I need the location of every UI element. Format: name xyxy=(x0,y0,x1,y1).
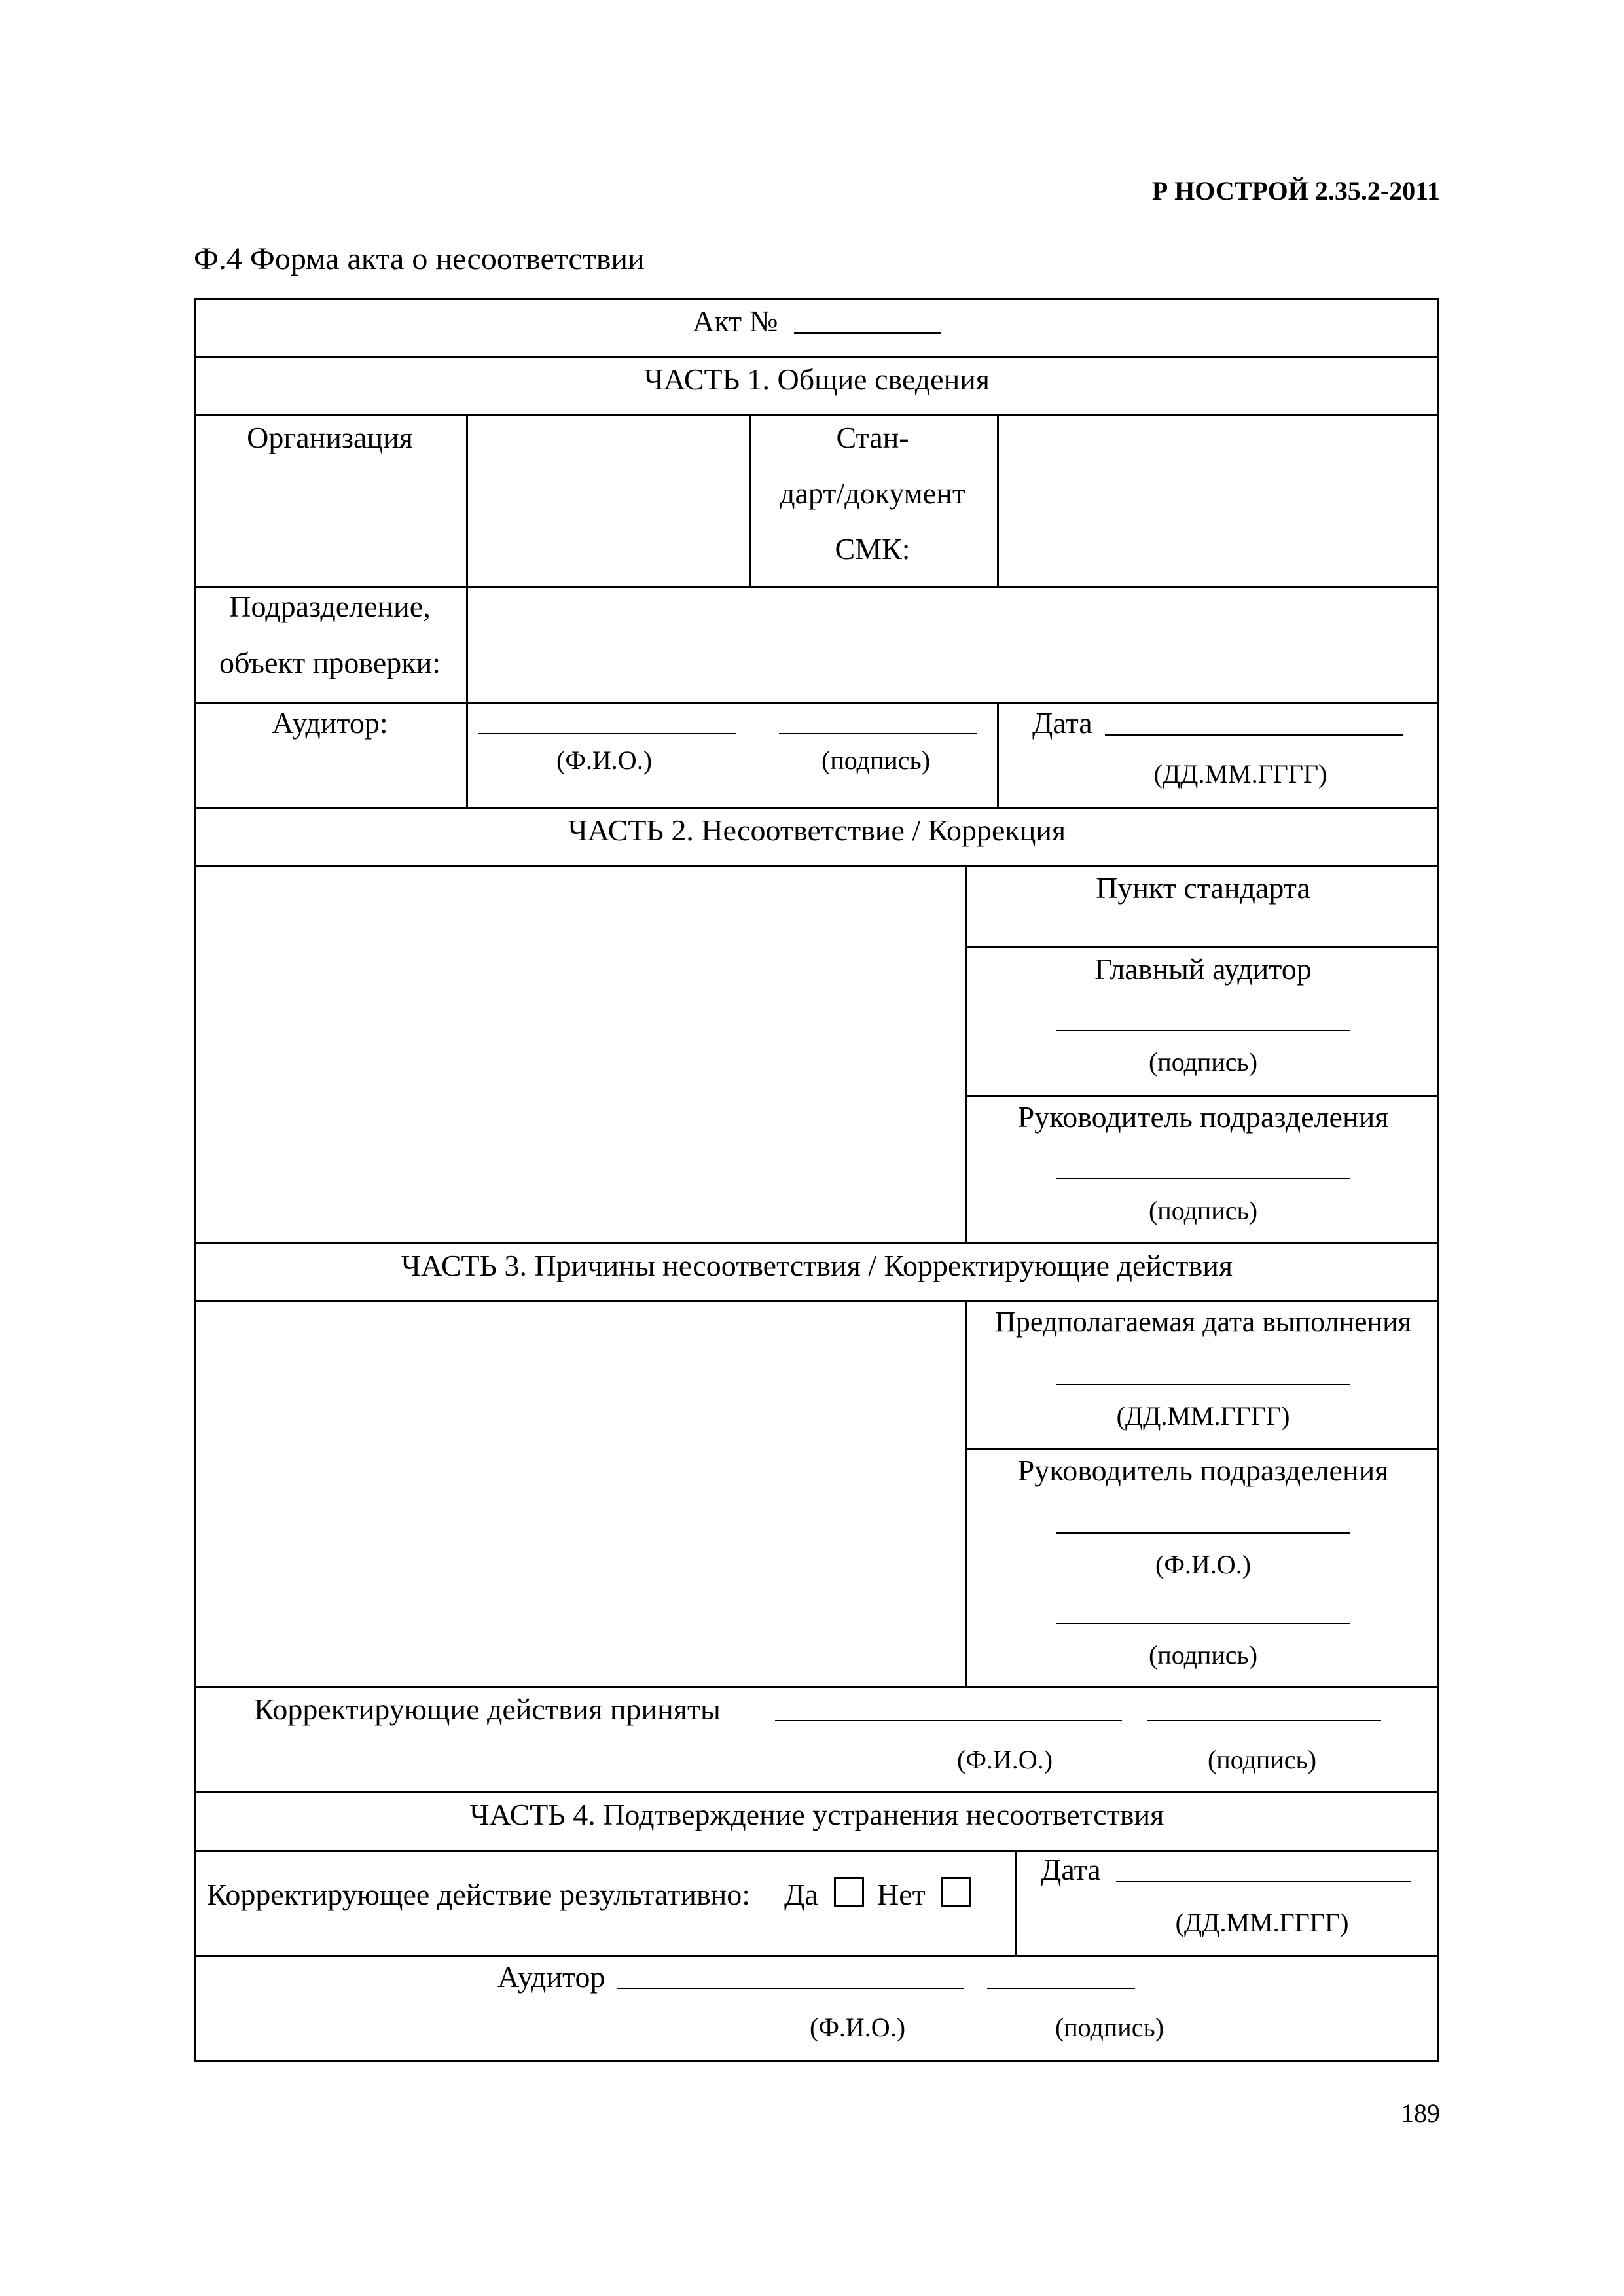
standard-clause-label: Пункт стандарта xyxy=(1096,871,1310,905)
department-head-fio-field[interactable] xyxy=(1056,1532,1350,1534)
department-label-line1: Подразделение, xyxy=(229,590,431,623)
part2-title: ЧАСТЬ 2. Несоответствие / Коррекция xyxy=(568,814,1066,847)
chief-auditor-label: Главный аудитор xyxy=(1094,952,1312,986)
page-number: 189 xyxy=(1401,2098,1440,2128)
yes-label: Да xyxy=(784,1878,818,1911)
no-label: Нет xyxy=(877,1878,926,1911)
part3-title: ЧАСТЬ 3. Причины несоответствия / Корректирующие действия xyxy=(401,1249,1233,1282)
planned-date-label: Предполагаемая дата выполнения xyxy=(995,1306,1411,1338)
part1-title: ЧАСТЬ 1. Общие сведения xyxy=(644,363,990,396)
standard-label-line2: дарт/документ xyxy=(780,476,965,510)
department-head-signature-field[interactable] xyxy=(1056,1178,1350,1179)
planned-date-field[interactable] xyxy=(1056,1384,1350,1385)
actions-accepted-fio-hint: (Ф.И.О.) xyxy=(956,1745,1053,1774)
final-auditor-signature-hint: (подпись) xyxy=(1055,2013,1164,2042)
document-code: Р НОСТРОЙ 2.35.2-2011 xyxy=(1151,176,1440,206)
auditor-signature-field[interactable] xyxy=(779,733,977,734)
confirmation-date-label: Дата xyxy=(1041,1853,1101,1886)
nonconformity-description-field[interactable] xyxy=(196,867,965,1242)
actions-accepted-fio-field[interactable] xyxy=(775,1720,1122,1721)
department-head-label-part3: Руководитель подразделения xyxy=(1017,1454,1389,1487)
final-auditor-fio-hint: (Ф.И.О.) xyxy=(809,2013,906,2042)
planned-date-hint: (ДД.ММ.ГГГГ) xyxy=(1116,1401,1290,1431)
final-auditor-label: Аудитор xyxy=(497,1960,605,1994)
date-field[interactable] xyxy=(1105,734,1403,736)
date-format-hint: (ДД.ММ.ГГГГ) xyxy=(1153,759,1327,789)
standard-label-line3: СМК: xyxy=(835,532,911,565)
organization-field[interactable] xyxy=(468,416,749,586)
effectiveness-label: Корректирующее действие результативно: xyxy=(207,1878,751,1911)
department-head-signature-hint: (подпись) xyxy=(1148,1196,1258,1225)
date-label: Дата xyxy=(1032,706,1092,740)
auditor-fio-hint: (Ф.И.О.) xyxy=(556,745,653,775)
department-head-signature-hint-part3: (подпись) xyxy=(1148,1640,1258,1670)
chief-auditor-signature-field[interactable] xyxy=(1056,1030,1350,1031)
final-auditor-fio-field[interactable] xyxy=(617,1988,964,1989)
causes-corrective-actions-field[interactable] xyxy=(196,1302,965,1686)
standard-document-field[interactable] xyxy=(999,416,1437,586)
department-label-line2: объект проверки: xyxy=(219,646,441,679)
confirmation-date-field[interactable] xyxy=(1116,1881,1411,1882)
actions-accepted-signature-hint: (подпись) xyxy=(1207,1745,1317,1774)
actions-accepted-signature-field[interactable] xyxy=(1147,1720,1381,1721)
department-head-signature-field-part3[interactable] xyxy=(1056,1623,1350,1624)
form-title: Ф.4 Форма акта о несоответствии xyxy=(194,242,645,276)
final-auditor-signature-field[interactable] xyxy=(987,1988,1135,1989)
department-head-label: Руководитель подразделения xyxy=(1017,1100,1389,1134)
auditor-label: Аудитор: xyxy=(272,706,388,740)
yes-checkbox[interactable] xyxy=(834,1877,864,1907)
no-checkbox[interactable] xyxy=(941,1877,971,1907)
standard-label-line1: Стан- xyxy=(836,421,909,454)
actions-accepted-label: Корректирующие действия приняты xyxy=(254,1693,721,1726)
department-field[interactable] xyxy=(468,588,1437,702)
auditor-fio-field[interactable] xyxy=(478,733,736,734)
act-number-field[interactable] xyxy=(794,332,941,334)
department-head-fio-hint: (Ф.И.О.) xyxy=(1155,1550,1252,1579)
organization-label: Организация xyxy=(247,421,413,454)
auditor-signature-hint: (подпись) xyxy=(821,745,931,775)
act-number-label: Акт № xyxy=(693,304,778,338)
part4-title: ЧАСТЬ 4. Подтверждение устранения несоответствия xyxy=(469,1798,1164,1831)
chief-auditor-signature-hint: (подпись) xyxy=(1148,1047,1258,1077)
confirmation-date-hint: (ДД.ММ.ГГГГ) xyxy=(1175,1908,1349,1937)
